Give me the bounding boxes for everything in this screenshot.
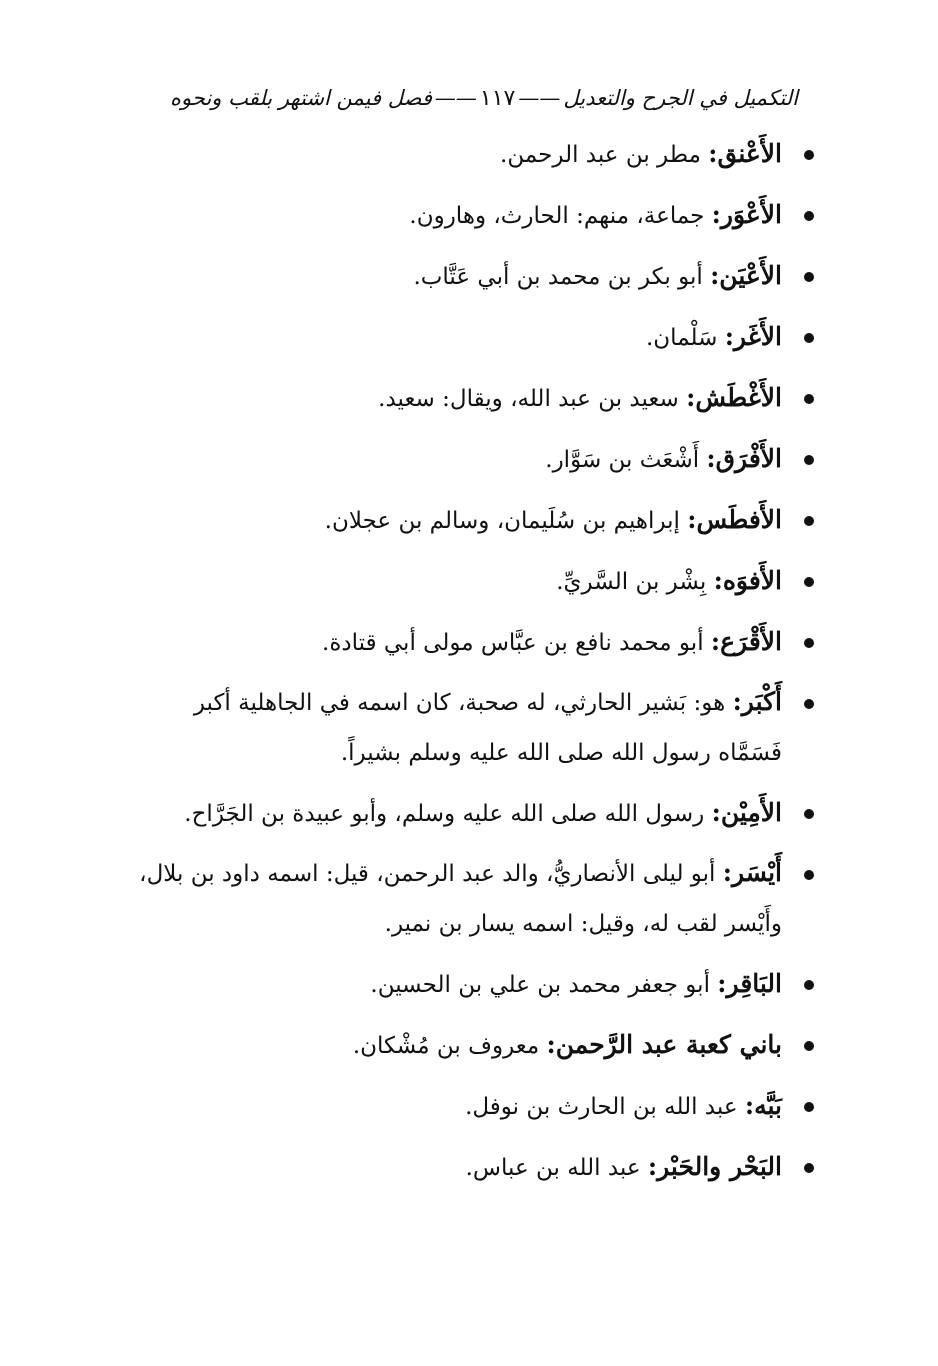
list-item — [128, 372, 820, 433]
list-item — [128, 616, 820, 677]
list-item — [128, 848, 820, 958]
bullet-icon — [804, 1041, 814, 1051]
bullet-icon — [804, 272, 814, 282]
list-item — [128, 494, 820, 555]
entry-term: البَاقِر: — [717, 969, 782, 998]
list-item — [128, 433, 820, 494]
entry-text: إبراهيم بن سُلَيمان، وسالم بن عجلان. — [324, 508, 688, 534]
entry-term: البَحْر والحَبْر: — [647, 1152, 782, 1181]
entry-text: جماعة، منهم: الحارث، وهارون. — [409, 203, 712, 229]
bullet-icon — [804, 150, 814, 160]
chapter-title: فصل فيمن اشتهر بلقب ونحوه — [170, 86, 432, 110]
bullet-icon — [804, 980, 814, 990]
book-title: التكميل في الجرح والتعديل — [563, 86, 798, 110]
bullet-icon — [804, 1163, 814, 1173]
bullet-icon — [804, 333, 814, 343]
entry-text: أَشْعَث بن سَوَّار. — [545, 447, 707, 473]
entry-term: الأَفوَه: — [713, 566, 782, 595]
entry-term: الأَفْرَق: — [706, 444, 782, 473]
header-separator: —— — [434, 86, 477, 110]
entry-text: أبو ليلى الأنصاريُّ، والد عبد الرحمن، قيل: اسمه داود بن بلال، وأَيْسر لقب له، وقيل: اسمه يسار بن نمير. — [139, 861, 782, 937]
header-separator: —— — [518, 86, 561, 110]
entry-text: سعيد بن عبد الله، ويقال: سعيد. — [378, 386, 687, 412]
bullet-icon — [804, 1102, 814, 1112]
entry-term: الأَغْطَش: — [686, 383, 782, 412]
bullet-icon — [804, 809, 814, 819]
entry-text: أبو جعفر محمد بن علي بن الحسين. — [370, 972, 718, 998]
bullet-icon — [804, 638, 814, 648]
bullet-icon — [804, 870, 814, 880]
entry-list — [128, 128, 820, 1202]
entry-text: هو: بَشير الحارثي، له صحبة، كان اسمه في الجاهلية أكبر فَسَمَّاه رسول الله صلى الله عليه وسلم بشيراً. — [193, 690, 782, 766]
list-item — [128, 555, 820, 616]
entry-text: أبو بكر بن محمد بن أبي عَتَّاب. — [413, 264, 711, 290]
entry-text: بِشْر بن السَّريِّ. — [556, 569, 714, 595]
list-item — [128, 128, 820, 189]
list-item — [128, 189, 820, 250]
running-header — [170, 78, 798, 118]
entry-term: الأَعْيَن: — [710, 261, 782, 290]
entry-term: أَيْسَر: — [722, 858, 782, 887]
list-item — [128, 250, 820, 311]
bullet-icon — [804, 577, 814, 587]
page-number: ١١٧ — [479, 85, 516, 111]
entry-text: رسول الله صلى الله عليه وسلم، وأبو عبيدة بن الجَرَّاح. — [184, 801, 712, 827]
list-item — [128, 958, 820, 1019]
bullet-icon — [804, 211, 814, 221]
list-item — [128, 1019, 820, 1080]
entry-term: الأَعْنق: — [708, 139, 782, 168]
entry-text: أبو محمد نافع بن عبَّاس مولى أبي قتادة. — [322, 630, 711, 656]
entry-term: الأَعْوَر: — [711, 200, 782, 229]
entry-text: مطر بن عبد الرحمن. — [500, 142, 709, 168]
entry-term: الأَمِيْن: — [711, 798, 782, 827]
bullet-icon — [804, 455, 814, 465]
list-item — [128, 311, 820, 372]
entry-term: بَبَّه: — [744, 1091, 782, 1120]
entry-text: عبد الله بن الحارث بن نوفل. — [465, 1094, 745, 1120]
entry-text: عبد الله بن عباس. — [465, 1155, 648, 1181]
bullet-icon — [804, 699, 814, 709]
entry-term: باني كعبة عبد الرَّحمن: — [546, 1030, 782, 1059]
entry-term: الأَغَر: — [724, 322, 782, 351]
bullet-icon — [804, 394, 814, 404]
list-item — [128, 787, 820, 848]
entry-text: سَلْمان. — [645, 325, 725, 351]
entry-text: معروف بن مُشْكان. — [352, 1033, 547, 1059]
entry-term: الأَقْرَع: — [710, 627, 782, 656]
list-item — [128, 1141, 820, 1202]
list-item — [128, 677, 820, 787]
list-item — [128, 1080, 820, 1141]
entry-term: الأَفطَس: — [687, 505, 782, 534]
entry-term: أَكْبَر: — [732, 687, 782, 716]
bullet-icon — [804, 516, 814, 526]
